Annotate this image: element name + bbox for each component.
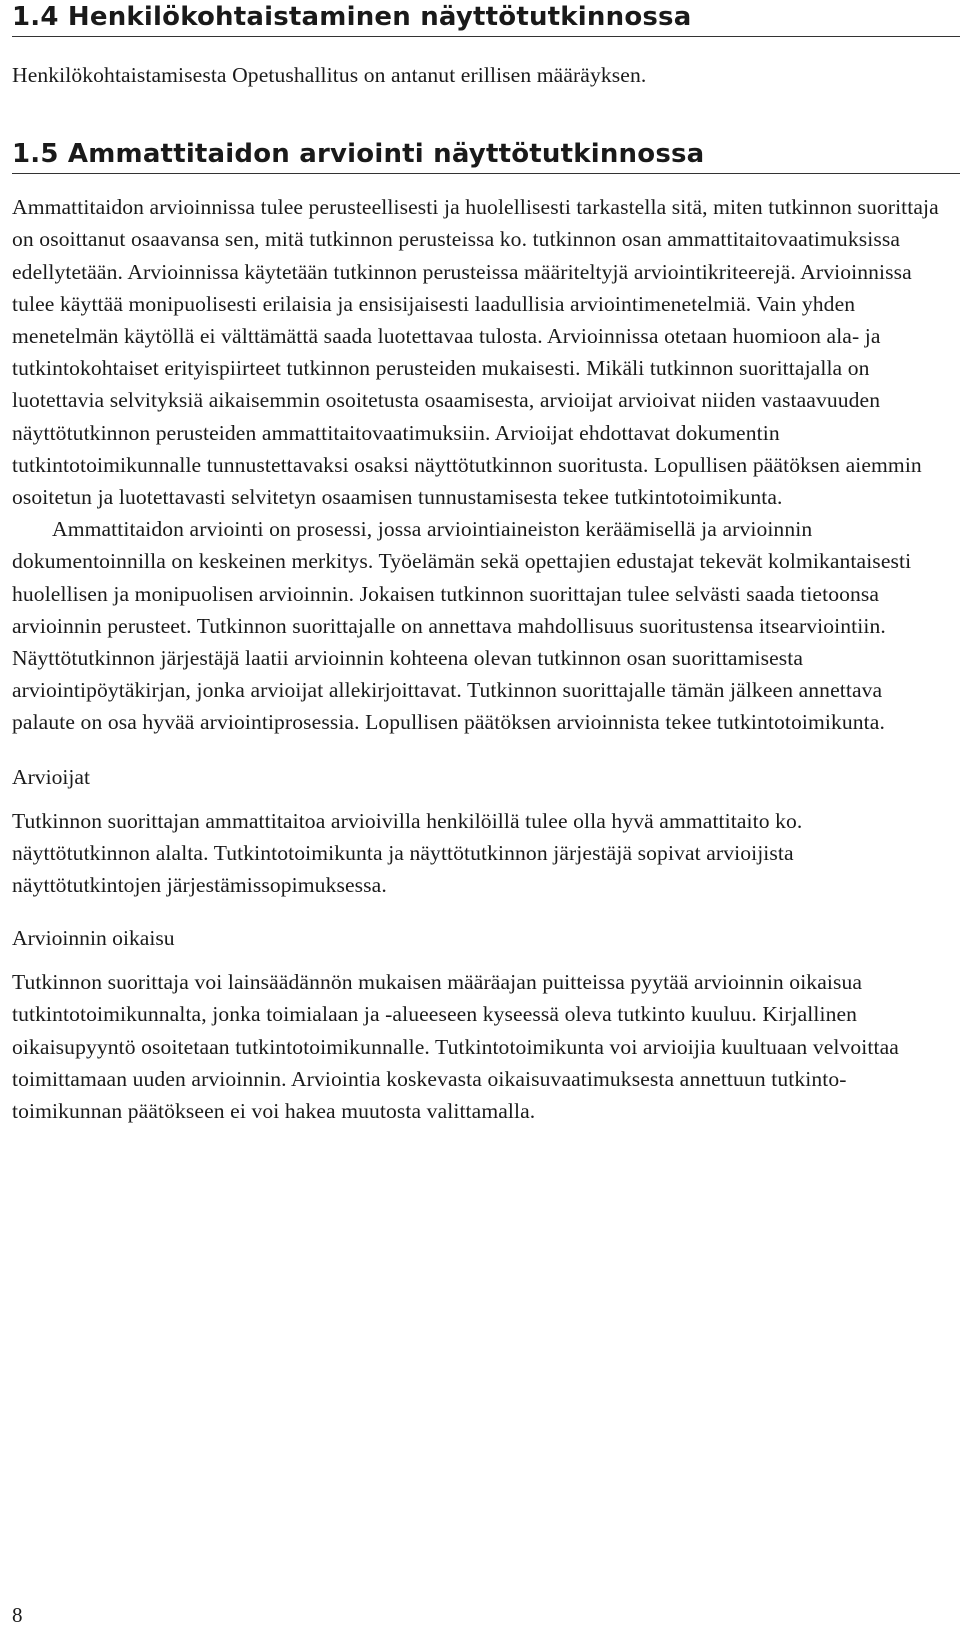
arvioijat-text: Tutkinnon suorittajan ammattitaitoa arvioivilla henkilöillä tulee olla hyvä ammattitaito ko. näyttötutkinnon alalta. Tutkintotoimikunta ja näyttötutkinnon järjestäjä sopivat arvioijista näyttötutkintojen järjestämissopimuksessa. xyxy=(12,808,803,898)
arvioijat-heading: Arvioijat xyxy=(12,764,90,789)
section-1-4-text: Henkilökohtaistamisesta Opetushallitus on antanut erillisen määräyksen. xyxy=(12,63,647,87)
section-1-5-heading: 1.5 Ammattitaidon arviointi näyttötutkinnossa xyxy=(12,139,960,174)
section-1-4-heading: 1.4 Henkilökohtaistaminen näyttötutkinnossa xyxy=(12,2,960,37)
page-number: 8 xyxy=(12,1603,23,1627)
oikaisu-text: Tutkinnon suorittaja voi lainsäädännön mukaisen määräajan puitteissa pyytää arvioinnin oikaisua tutkintotoimikunnalta, jonka toimialaan ja -alueeseen kyseessä oleva tutkinto kuuluu. Kirjallinen oikaisupyyntö osoitetaan tutkintotoimikunnalle. Tutkintotoimikunta voi arvioijia kuultuaan velvoittaa toimittamaan uuden arvioinnin. Arviointia koskevasta oikaisuvaatimuksesta annettuun tutkintotoimikunnan päätökseen ei voi hakea muutosta valittamalla. xyxy=(12,970,899,1124)
section-1-5-paragraph-2: Ammattitaidon arviointi on prosessi, jossa arviointiaineiston keräämisellä ja arvioinnin dokumentoinnilla on keskeinen merkitys. Työelämän sekä opettajien edustajat tekevät kolmikantaisesti huolellisen ja monipuolisen arvioinnin. Jokaisen tutkinnon suorittajan tulee selvästi saada tietoonsa arvioinnin perusteet. Tutkinnon suorittajalle on annettava mahdollisuus suoritustensa itsearviointiin. Näyttötutkinnon järjestäjä laatii arvioinnin kohteena olevan tutkinnon osan suorittamisesta arviointipöytäkirjan, jonka arvioijat allekirjoittavat. Tutkinnon suorittajalle tämän jälkeen annettava palaute on osa hyvää arviointiprosessia. Lopullisen päätöksen arvioinnista tekee tutkintotoimikunta. xyxy=(12,517,912,735)
document-page xyxy=(12,0,960,1127)
oikaisu-heading: Arvioinnin oikaisu xyxy=(12,926,175,951)
section-1-5-paragraph-1: Ammattitaidon arvioinnissa tulee perusteellisesti ja huolellisesti tarkastella sitä, miten tutkinnon suorittaja on osoittanut osaavansa sen, mitä tutkinnon perusteissa ko. tutkinnon osan ammattitaitovaatimuksissa edellytetään. Arvioinnissa käytetään tutkinnon perusteissa määriteltyjä arviointikriteerejä. Arvioinnissa tulee käyttää monipuolisesti erilaisia ja ensisijaisesti laadullisia arviointimenetelmiä. Vain yhden menetelmän käytöllä ei välttämättä saada luotettavaa tulosta. Arvioinnissa otetaan huomioon ala- ja tutkintokohtaiset erityispiirteet tutkinnon perusteiden mukaisesti. Mikäli tutkinnon suorittajalla on luotettavia selvityksiä aikaisemmin osoitetusta osaamisesta, arvioijat arvioivat niiden vastaavuuden näyttötutkinnon perusteiden ammattitaitovaatimuksiin. Arvioijat ehdottavat dokumentin tutkintotoimikunnalle tunnustettavaksi osaksi näyttötutkinnon suoritusta. Lopullisen päätöksen aiemmin osoitetun ja luotettavasti selvitetyn osaamisen tunnustamisesta tekee tutkintotoimikunta. xyxy=(12,195,939,510)
